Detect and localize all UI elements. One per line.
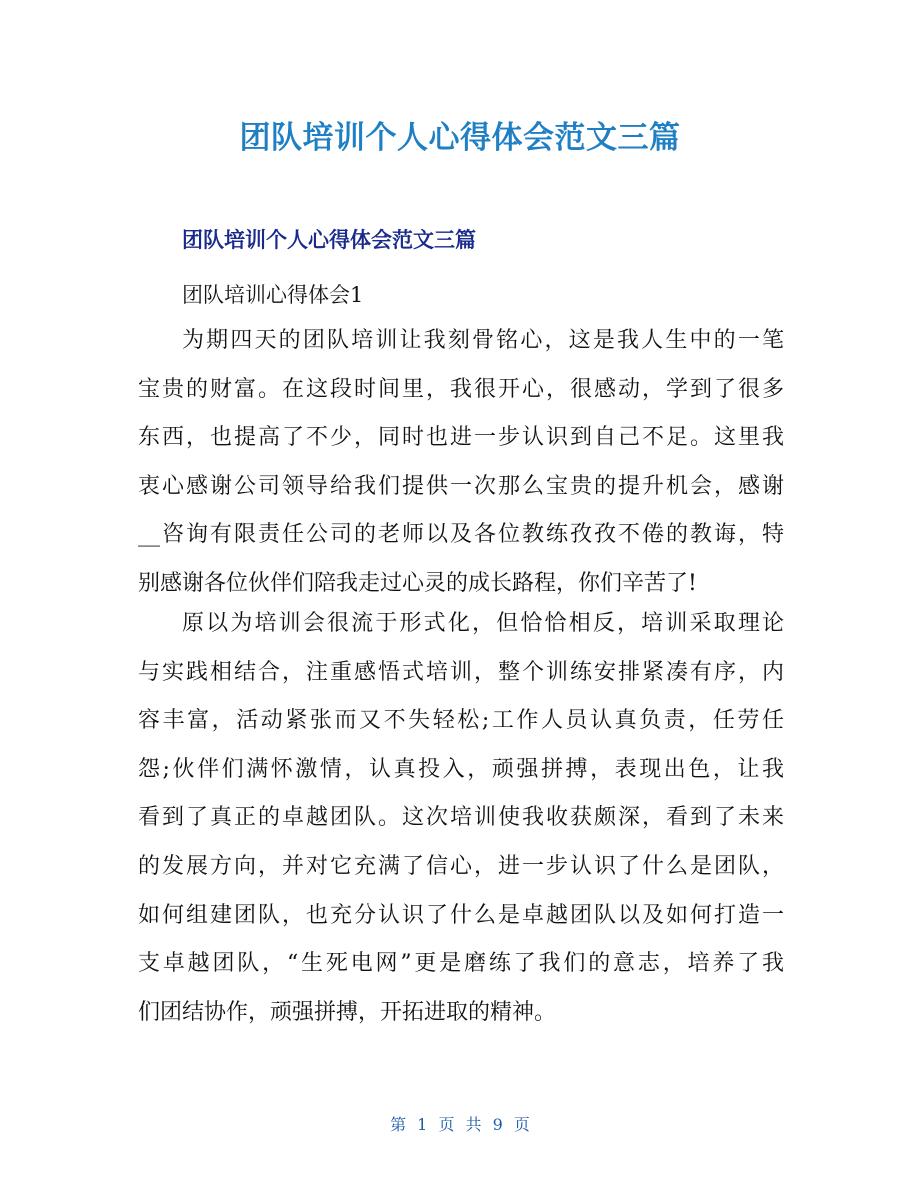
paragraph-line: 们团结协作，顽强拼搏，开拓进取的精神。	[138, 999, 557, 1025]
paragraph-line: 容丰富，活动紧张而又不失轻松;工作人员认真负责，任劳任	[138, 708, 784, 734]
page-number-footer: 第 1 页 共 9 页	[390, 1115, 530, 1134]
paragraph-line: 为期四天的团队培训让我刻骨铭心，这是我人生中的一笔	[182, 328, 784, 353]
paragraph-1	[138, 317, 784, 609]
document-title: 团队培训个人心得体会范文三篇	[239, 120, 681, 156]
paragraph-line: 与实践相结合，注重感悟式培训，整个训练安排紧凑有序，内	[138, 659, 784, 685]
paragraph-line: 原以为培训会很流于形式化，但恰恰相反，培训采取理论	[182, 611, 784, 636]
essay-subheading: 团队培训心得体会1	[182, 283, 364, 307]
paragraph-line: 衷心感谢公司领导给我们提供一次那么宝贵的提升机会，感谢	[138, 473, 784, 499]
paragraph-line: 的发展方向，并对它充满了信心，进一步认识了什么是团队，	[138, 853, 784, 879]
paragraph-line: 宝贵的财富。在这段时间里，我很开心，很感动，学到了很多	[138, 376, 784, 402]
paragraph-line: __咨询有限责任公司的老师以及各位教练孜孜不倦的教诲，特	[138, 522, 784, 548]
paragraph-line: 看到了真正的卓越团队。这次培训使我收获颇深，看到了未来	[138, 805, 784, 831]
paragraph-line: 别感谢各位伙伴们陪我走过心灵的成长路程，你们辛苦了!	[138, 570, 697, 596]
paragraph-line: 怨;伙伴们满怀激情，认真投入，顽强拼搏，表现出色，让我	[138, 756, 784, 782]
paragraph-line: 支卓越团队，“生死电网”更是磨练了我们的意志，培养了我	[138, 951, 784, 977]
paragraph-line: 如何组建团队，也充分认识了什么是卓越团队以及如何打造一	[138, 902, 784, 928]
paragraph-line: 东西，也提高了不少，同时也进一步认识到自己不足。这里我	[138, 425, 784, 451]
section-heading: 团队培训个人心得体会范文三篇	[182, 228, 476, 252]
paragraph-2	[138, 600, 784, 1037]
